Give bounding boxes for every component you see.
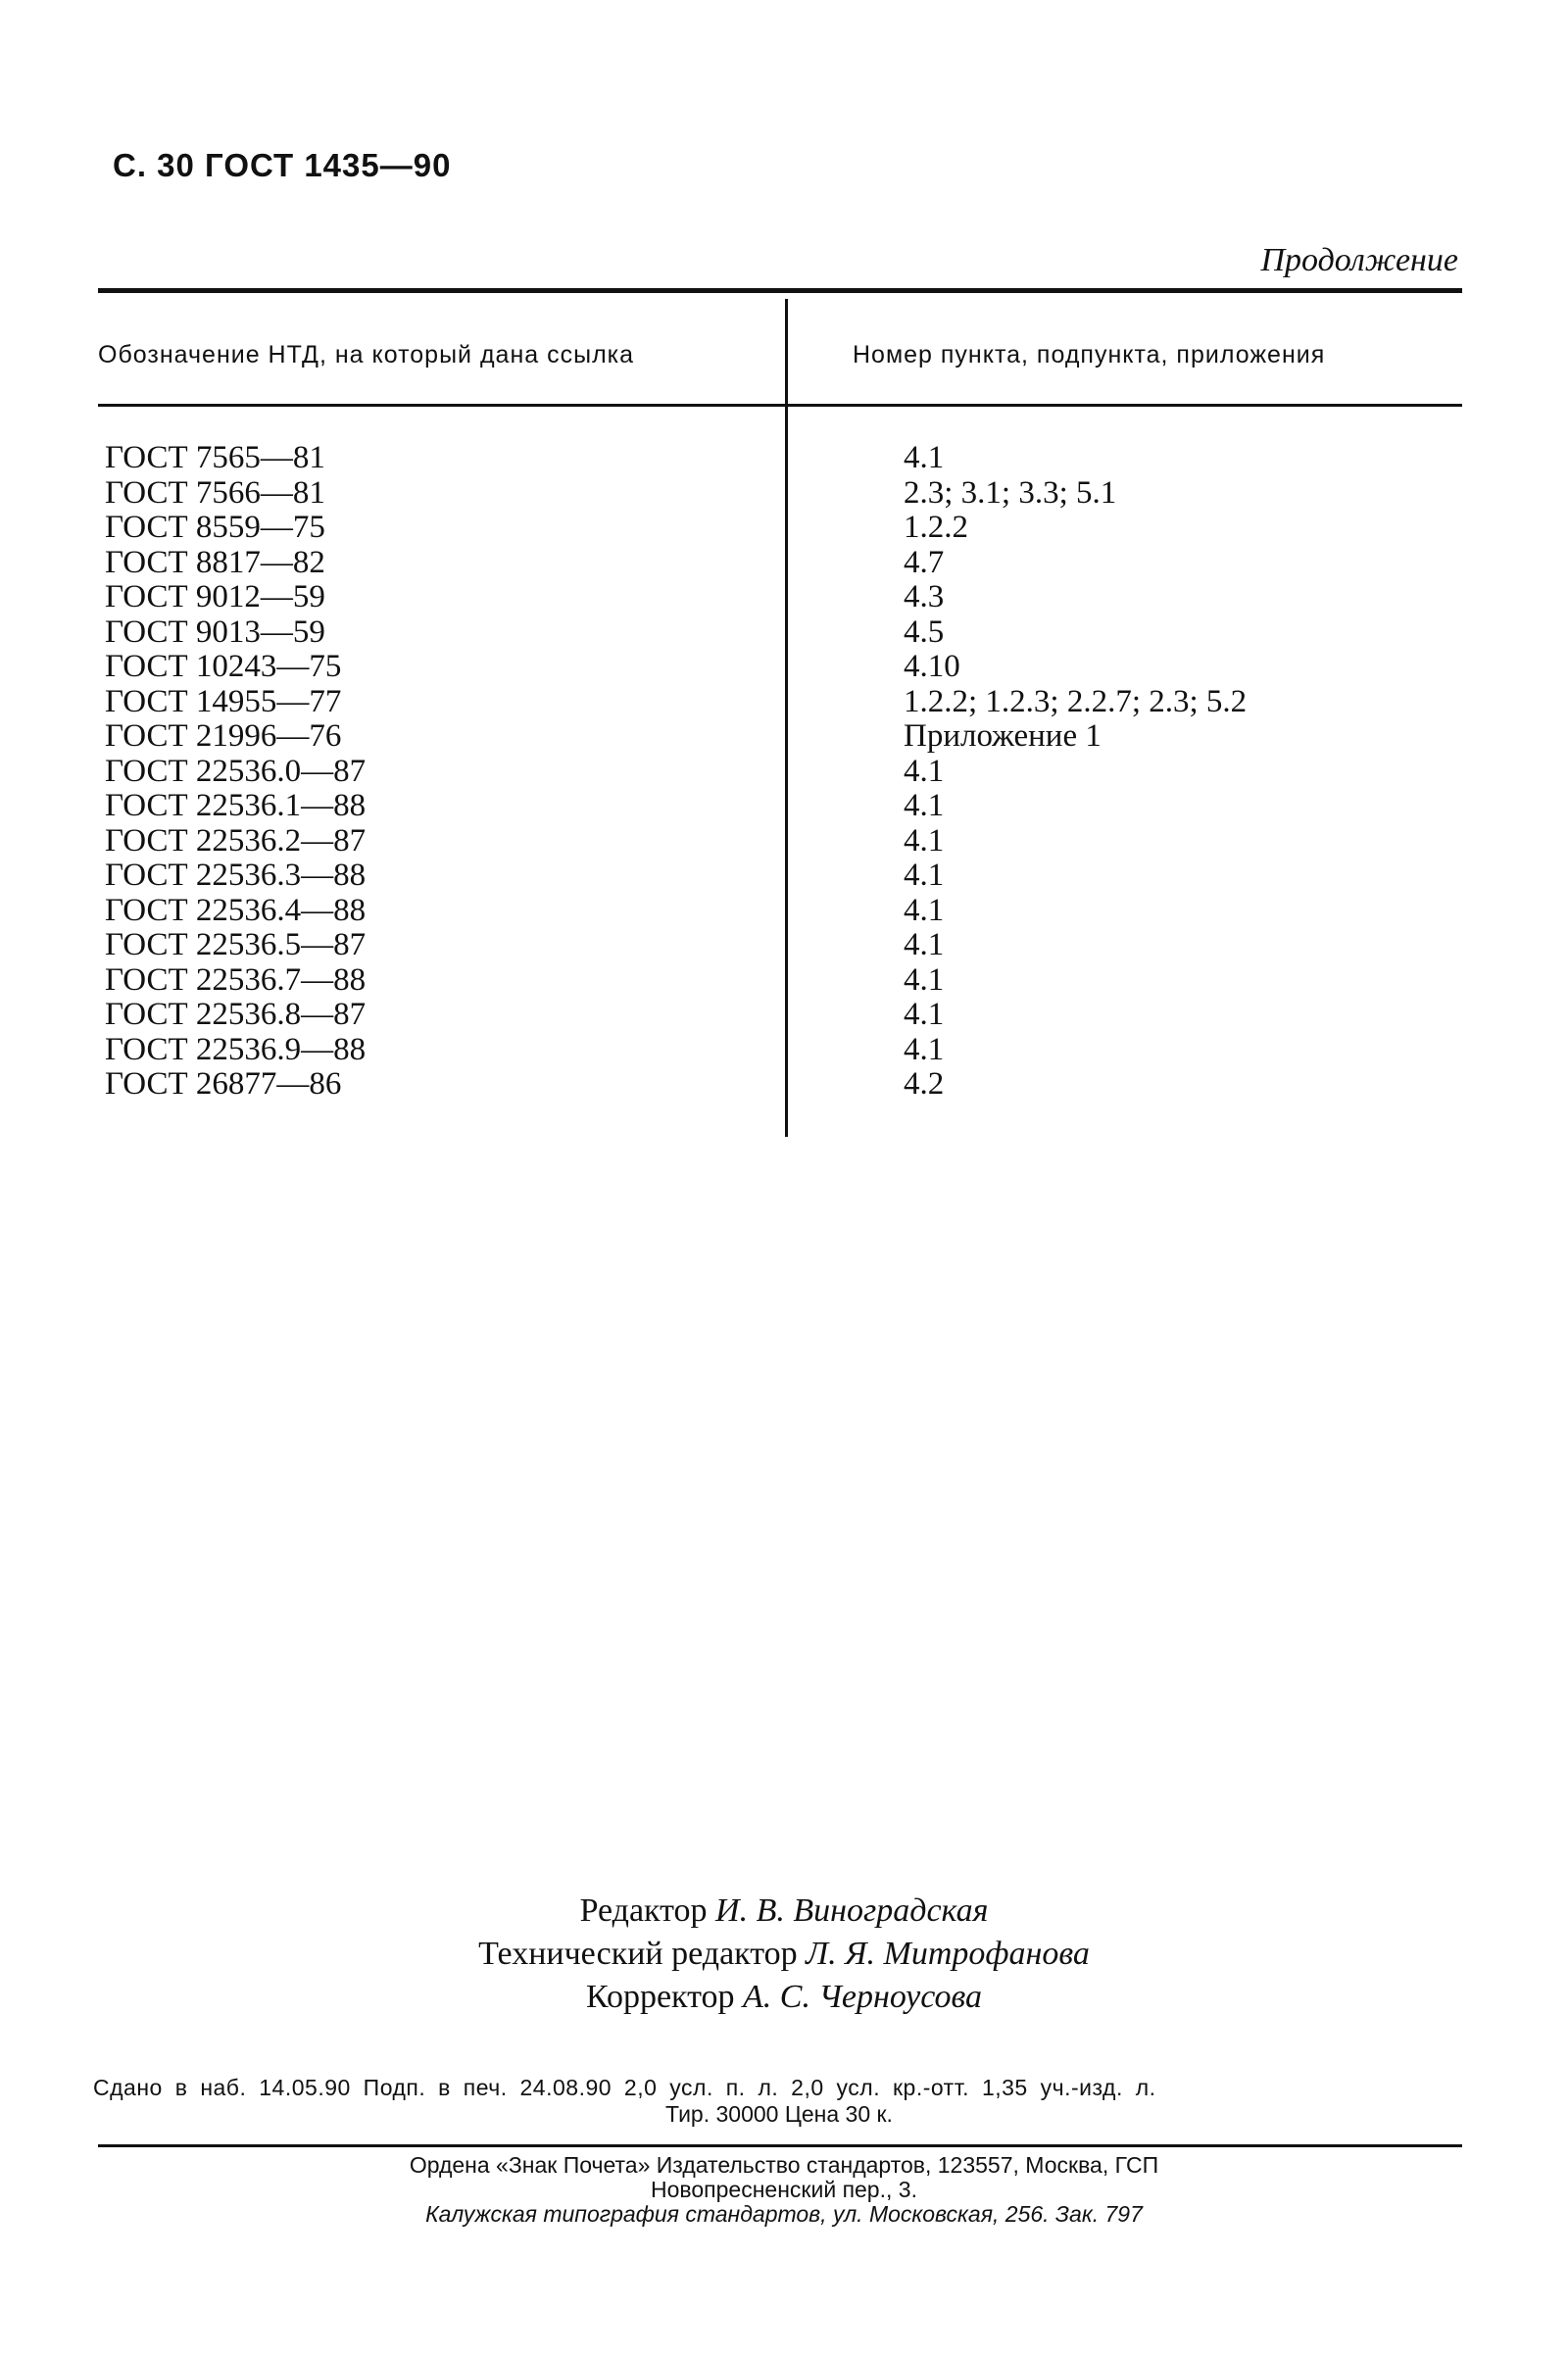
publisher-line-2: Новопресненский пер., 3.: [651, 2177, 917, 2202]
table-row: [0, 580, 1568, 615]
table-row: [0, 894, 1568, 929]
tech-editor-line: [0, 1933, 1568, 1976]
table-row: [0, 1067, 1568, 1103]
tech-editor-name: Л. Я. Митрофанова: [806, 1936, 1090, 1972]
clause-number: Приложение 1: [904, 718, 1102, 754]
table-row: [0, 685, 1568, 720]
imprint-block: [93, 2075, 1465, 2128]
imprint-rule: [98, 2144, 1462, 2147]
editor-name: И. В. Виноградская: [715, 1892, 989, 1929]
credits-block: [0, 1890, 1568, 2019]
table-row: [0, 755, 1568, 790]
column-header-clause: Номер пункта, подпункта, приложения: [853, 341, 1326, 368]
clause-number: 4.1: [904, 892, 945, 928]
clause-number: 4.1: [904, 1031, 945, 1067]
table-row: [0, 928, 1568, 963]
table-row: [0, 789, 1568, 824]
clause-number: 4.7: [904, 544, 945, 580]
table-row: [0, 546, 1568, 581]
reference-designation: ГОСТ 22536.2—87: [105, 822, 367, 859]
clause-number: 4.1: [904, 822, 945, 859]
continuation-label: Продолжение: [1260, 242, 1458, 278]
table-row: [0, 963, 1568, 999]
reference-designation: ГОСТ 9012—59: [105, 579, 325, 614]
reference-designation: ГОСТ 22536.9—88: [105, 1031, 367, 1067]
imprint-line-1: Сдано в наб. 14.05.90 Подп. в печ. 24.08.90 2,0 усл. п. л. 2,0 усл. кр.-отт. 1,35 уч.-изд. л.: [93, 2075, 1156, 2100]
table-row: [0, 859, 1568, 894]
editor-role: Редактор: [579, 1892, 708, 1929]
table-row: [0, 998, 1568, 1033]
clause-number: 4.1: [904, 858, 945, 893]
table-row: [0, 824, 1568, 859]
reference-designation: ГОСТ 22536.8—87: [105, 997, 367, 1032]
reference-designation: ГОСТ 7566—81: [105, 474, 325, 511]
column-header-reference: Обозначение НТД, на который дана ссылка: [98, 341, 635, 368]
table-header-rule: [98, 404, 1462, 407]
reference-designation: ГОСТ 22536.1—88: [105, 788, 367, 823]
proofreader-role: Корректор: [585, 1979, 735, 2015]
reference-designation: ГОСТ 14955—77: [105, 683, 342, 719]
imprint-line-2: Тир. 30000 Цена 30 к.: [665, 2101, 893, 2127]
clause-number: 4.10: [904, 649, 960, 684]
clause-number: 4.1: [904, 961, 945, 998]
reference-designation: ГОСТ 7565—81: [105, 440, 325, 475]
tech-editor-role: Технический редактор: [478, 1936, 798, 1972]
page-title: С. 30 ГОСТ 1435—90: [113, 147, 452, 183]
reference-table-body: [0, 441, 1568, 1103]
table-top-rule: [98, 288, 1462, 293]
reference-designation: ГОСТ 10243—75: [105, 649, 342, 684]
publisher-line-3: Калужская типография стандартов, ул. Московская, 256. Зак. 797: [425, 2201, 1143, 2227]
reference-designation: ГОСТ 22536.7—88: [105, 961, 367, 998]
reference-designation: ГОСТ 22536.5—87: [105, 927, 367, 962]
clause-number: 4.5: [904, 614, 945, 650]
clause-number: 1.2.2; 1.2.3; 2.2.7; 2.3; 5.2: [904, 683, 1248, 719]
reference-designation: ГОСТ 26877—86: [105, 1066, 342, 1102]
reference-designation: ГОСТ 8817—82: [105, 544, 325, 580]
table-row: [0, 511, 1568, 546]
publisher-block: [0, 2153, 1568, 2227]
clause-number: 4.2: [904, 1066, 945, 1102]
clause-number: 4.1: [904, 997, 945, 1032]
reference-designation: ГОСТ 9013—59: [105, 614, 325, 650]
reference-designation: ГОСТ 22536.3—88: [105, 858, 367, 893]
editor-line: [0, 1890, 1568, 1933]
reference-designation: ГОСТ 22536.0—87: [105, 753, 367, 789]
clause-number: 4.1: [904, 927, 945, 962]
clause-number: 4.1: [904, 753, 945, 789]
proofreader-line: [0, 1976, 1568, 2019]
clause-number: 4.3: [904, 579, 945, 614]
table-row: [0, 1033, 1568, 1068]
table-row: [0, 650, 1568, 685]
reference-designation: ГОСТ 8559—75: [105, 510, 325, 545]
table-row: [0, 441, 1568, 476]
table-row: [0, 719, 1568, 755]
clause-number: 1.2.2: [904, 510, 968, 545]
clause-number: 2.3; 3.1; 3.3; 5.1: [904, 474, 1117, 511]
reference-designation: ГОСТ 21996—76: [105, 718, 342, 754]
clause-number: 4.1: [904, 788, 945, 823]
clause-number: 4.1: [904, 440, 945, 475]
proofreader-name: А. С. Черноусова: [743, 1979, 983, 2015]
publisher-line-1: Ордена «Знак Почета» Издательство стандартов, 123557, Москва, ГСП: [409, 2152, 1159, 2178]
reference-designation: ГОСТ 22536.4—88: [105, 892, 367, 928]
table-row: [0, 615, 1568, 651]
table-row: [0, 476, 1568, 512]
